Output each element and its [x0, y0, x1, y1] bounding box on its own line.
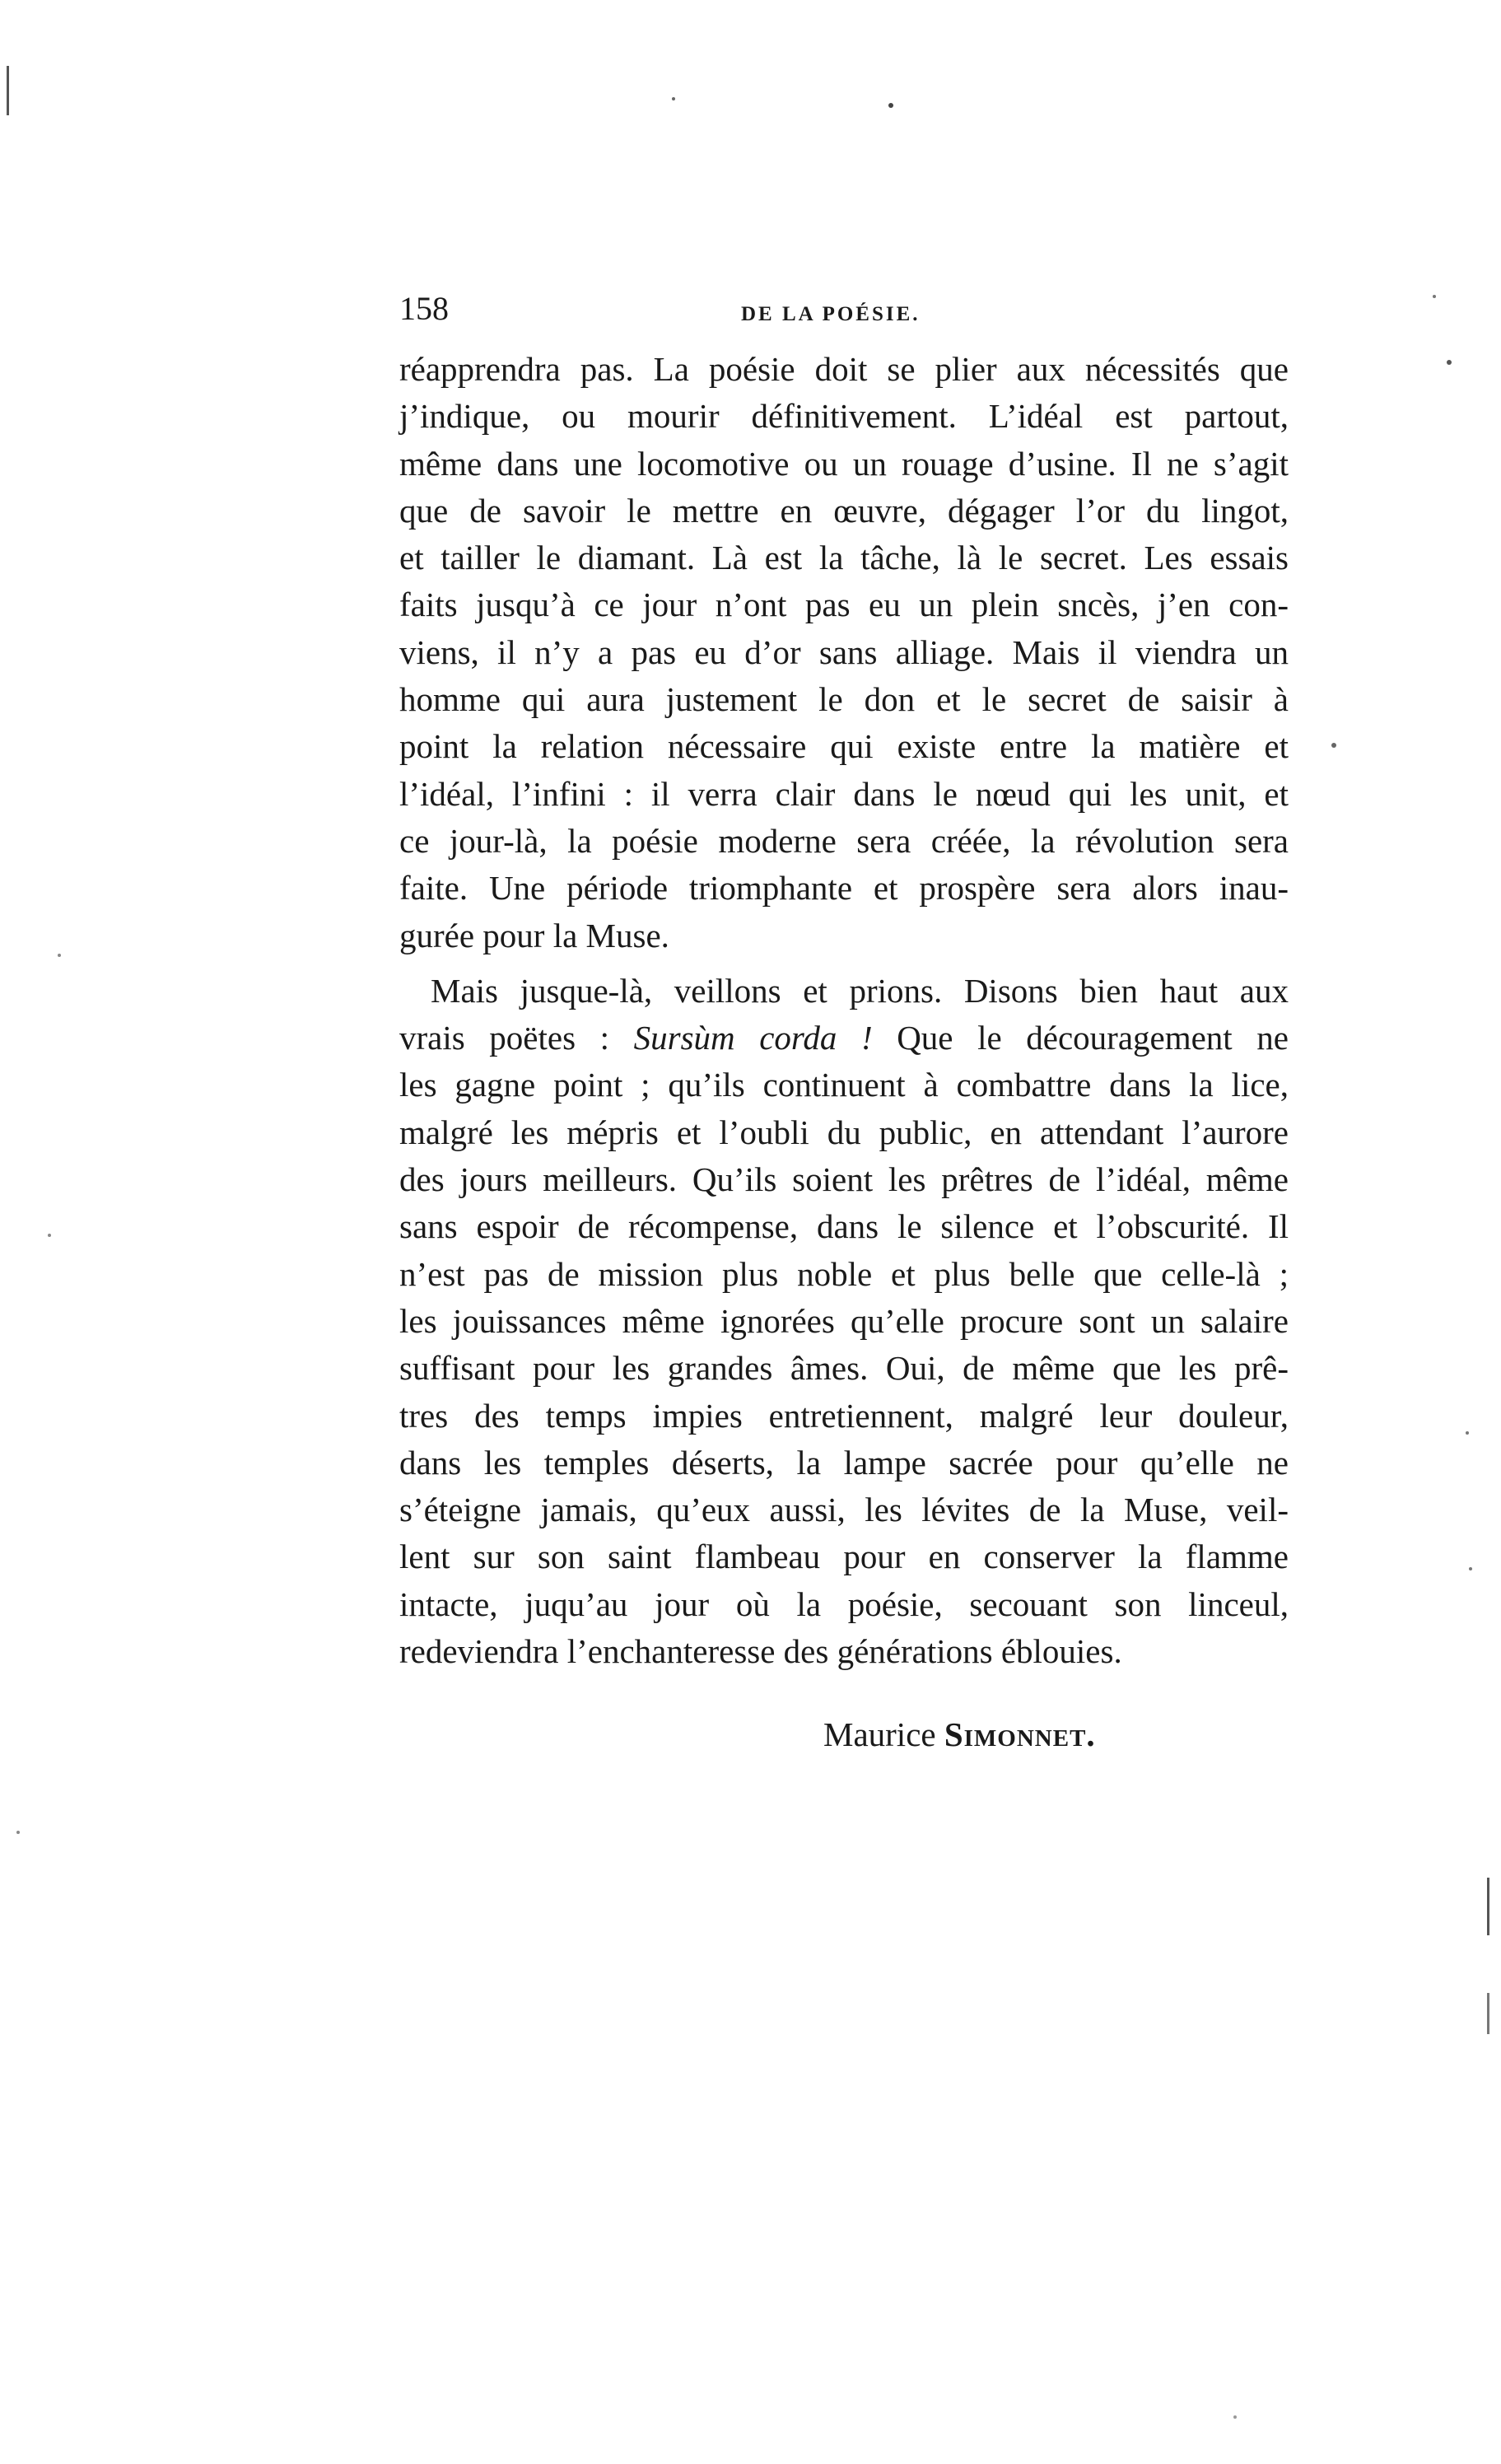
text-line: lent sur son saint flambeau pour en conserver la flamme: [399, 1538, 1289, 1576]
text-line: dans les temples déserts, la lampe sacrée pour qu’elle ne: [399, 1443, 1289, 1482]
signature-given-name: Maurice: [823, 1715, 944, 1753]
text-line: les gagne point ; qu’ils continuent à combattre dans la lice,: [399, 1066, 1289, 1104]
text-line: faite. Une période triomphante et prospère sera alors inau-: [399, 869, 1289, 908]
text-line: s’éteigne jamais, qu’eux aussi, les lévites de la Muse, veil-: [399, 1491, 1289, 1529]
text-line: point la relation nécessaire qui existe entre la matière et: [399, 727, 1289, 766]
text-line: n’est pas de mission plus noble et plus belle que celle-là ;: [399, 1254, 1289, 1293]
text-line: gurée pour la Muse.: [399, 916, 669, 954]
text-line: faits jusqu’à ce jour n’ont pas eu un plein sncès, j’en con-: [399, 586, 1289, 624]
text-line: et tailler le diamant. Là est la tâche, là le secret. Les essais: [399, 539, 1289, 577]
text-line: redeviendra l’enchanteresse des générations éblouies.: [399, 1632, 1122, 1671]
signature-surname: Simonnet.: [944, 1715, 1096, 1753]
text-line: ce jour-là, la poésie moderne sera créée, la révolution sera: [399, 821, 1289, 860]
author-signature: [823, 1715, 1096, 1754]
text-line: des jours meilleurs. Qu’ils soient les prêtres de l’idéal, même: [399, 1160, 1289, 1199]
text-line: viens, il n’y a pas eu d’or sans alliage. Mais il viendra un: [399, 632, 1289, 671]
paragraph-start-line: Mais jusque-là, veillons et prions. Disons bien haut aux: [431, 971, 1289, 1010]
body-text: [399, 346, 1289, 1675]
text-line: suffisant pour les grandes âmes. Oui, de même que les prê-: [399, 1349, 1289, 1388]
text-line: les jouissances même ignorées qu’elle procure sont un salaire: [399, 1301, 1289, 1340]
text-line-with-emphasis: [399, 1015, 1289, 1062]
text-run: vrais poëtes :: [399, 1019, 634, 1057]
text-line: même dans une locomotive ou un rouage d’usine. Il ne s’agit: [399, 444, 1289, 483]
page-header: [399, 292, 1289, 342]
text-line: sans espoir de récompense, dans le silence et l’obscurité. Il: [399, 1207, 1289, 1246]
text-line: j’indique, ou mourir définitivement. L’idéal est partout,: [399, 397, 1289, 436]
text-line: tres des temps impies entretiennent, malgré leur douleur,: [399, 1396, 1289, 1435]
running-head: DE LA POÉSIE.: [741, 303, 921, 325]
text-run: Que le découragement ne: [872, 1019, 1289, 1057]
text-line: intacte, juqu’au jour où la poésie, secouant son linceul,: [399, 1584, 1289, 1623]
text-line: réapprendra pas. La poésie doit se plier aux nécessités que: [399, 350, 1289, 388]
text-line: malgré les mépris et l’oubli du public, en attendant l’aurore: [399, 1113, 1289, 1151]
text-line: l’idéal, l’infini : il verra clair dans le nœud qui les unit, et: [399, 774, 1289, 813]
page-number: 158: [399, 290, 449, 327]
text-line: que de savoir le mettre en œuvre, dégager l’or du lingot,: [399, 491, 1289, 530]
text-line: homme qui aura justement le don et le secret de saisir à: [399, 680, 1289, 719]
italic-exhortation: Sursùm corda !: [633, 1019, 873, 1057]
